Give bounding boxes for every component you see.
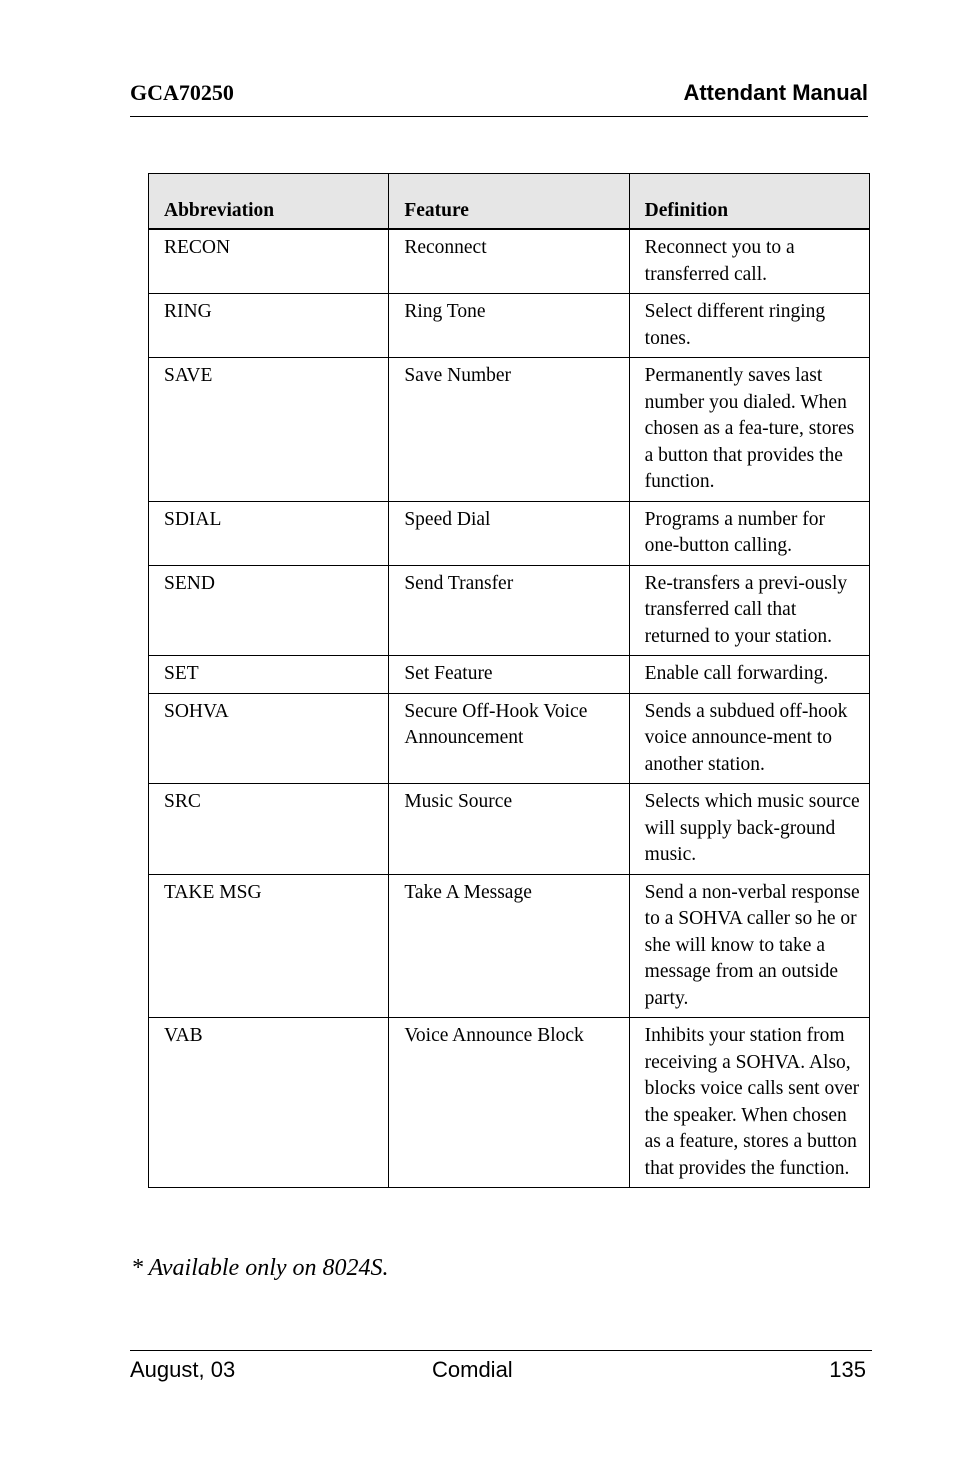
definition-cell: Reconnect you to a transferred call. [629,229,869,294]
feature-cell: Save Number [389,358,629,502]
definition-cell: Re-transfers a previ-ously transferred call that returned to your station. [629,565,869,656]
definition-cell: Permanently saves last number you dialed. When chosen as a fea-ture, stores a button that provides the function. [629,358,869,502]
abbreviation-cell: TAKE MSG [149,874,389,1018]
feature-cell: Music Source [389,784,629,875]
feature-cell: Take A Message [389,874,629,1018]
page-number: 135 [829,1357,866,1382]
definition-cell: Selects which music source will supply back-ground music. [629,784,869,875]
abbreviation-cell: SET [149,656,389,694]
abbreviation-cell: SEND [149,565,389,656]
definition-cell: Send a non-verbal response to a SOHVA caller so he or she will know to take a message from an outside party. [629,874,869,1018]
page-footer [130,1350,872,1391]
table-row [149,784,870,875]
abbreviation-cell: SAVE [149,358,389,502]
abbreviation-cell: SRC [149,784,389,875]
definition-cell: Inhibits your station from receiving a SOHVA. Also, blocks voice calls sent over the speaker. When chosen as a feature, stores a button that provides the function. [629,1018,869,1188]
column-header-definition: Definition [629,174,869,230]
table-header-row [149,174,870,230]
table-row [149,565,870,656]
table-row [149,1018,870,1188]
definition-cell: Select different ringing tones. [629,294,869,358]
footer-company: Comdial [432,1357,513,1382]
footer-date: August, 03 [130,1357,236,1382]
abbreviation-cell: SDIAL [149,501,389,565]
table-row [149,693,870,784]
footnote: * Available only on 8024S. [131,1255,389,1281]
feature-cell: Speed Dial [389,501,629,565]
feature-cell: Reconnect [389,229,629,294]
definition-cell: Programs a number for one-button calling. [629,501,869,565]
feature-cell: Ring Tone [389,294,629,358]
table-row [149,501,870,565]
abbreviation-cell: SOHVA [149,693,389,784]
feature-cell: Set Feature [389,656,629,694]
table-row [149,656,870,694]
definition-cell: Enable call forwarding. [629,656,869,694]
column-header-abbreviation: Abbreviation [149,174,389,230]
feature-cell: Voice Announce Block [389,1018,629,1188]
feature-table [148,173,870,1188]
manual-title: Attendant Manual [683,80,868,105]
column-header-feature: Feature [389,174,629,230]
page-header [130,80,868,117]
abbreviation-cell: RECON [149,229,389,294]
abbreviation-cell: VAB [149,1018,389,1188]
table-row [149,294,870,358]
table-row [149,358,870,502]
table-row [149,229,870,294]
abbreviation-cell: RING [149,294,389,358]
feature-cell: Secure Off-Hook Voice Announcement [389,693,629,784]
document-id: GCA70250 [130,80,234,105]
table-row [149,874,870,1018]
definition-cell: Sends a subdued off-hook voice announce-ment to another station. [629,693,869,784]
feature-cell: Send Transfer [389,565,629,656]
